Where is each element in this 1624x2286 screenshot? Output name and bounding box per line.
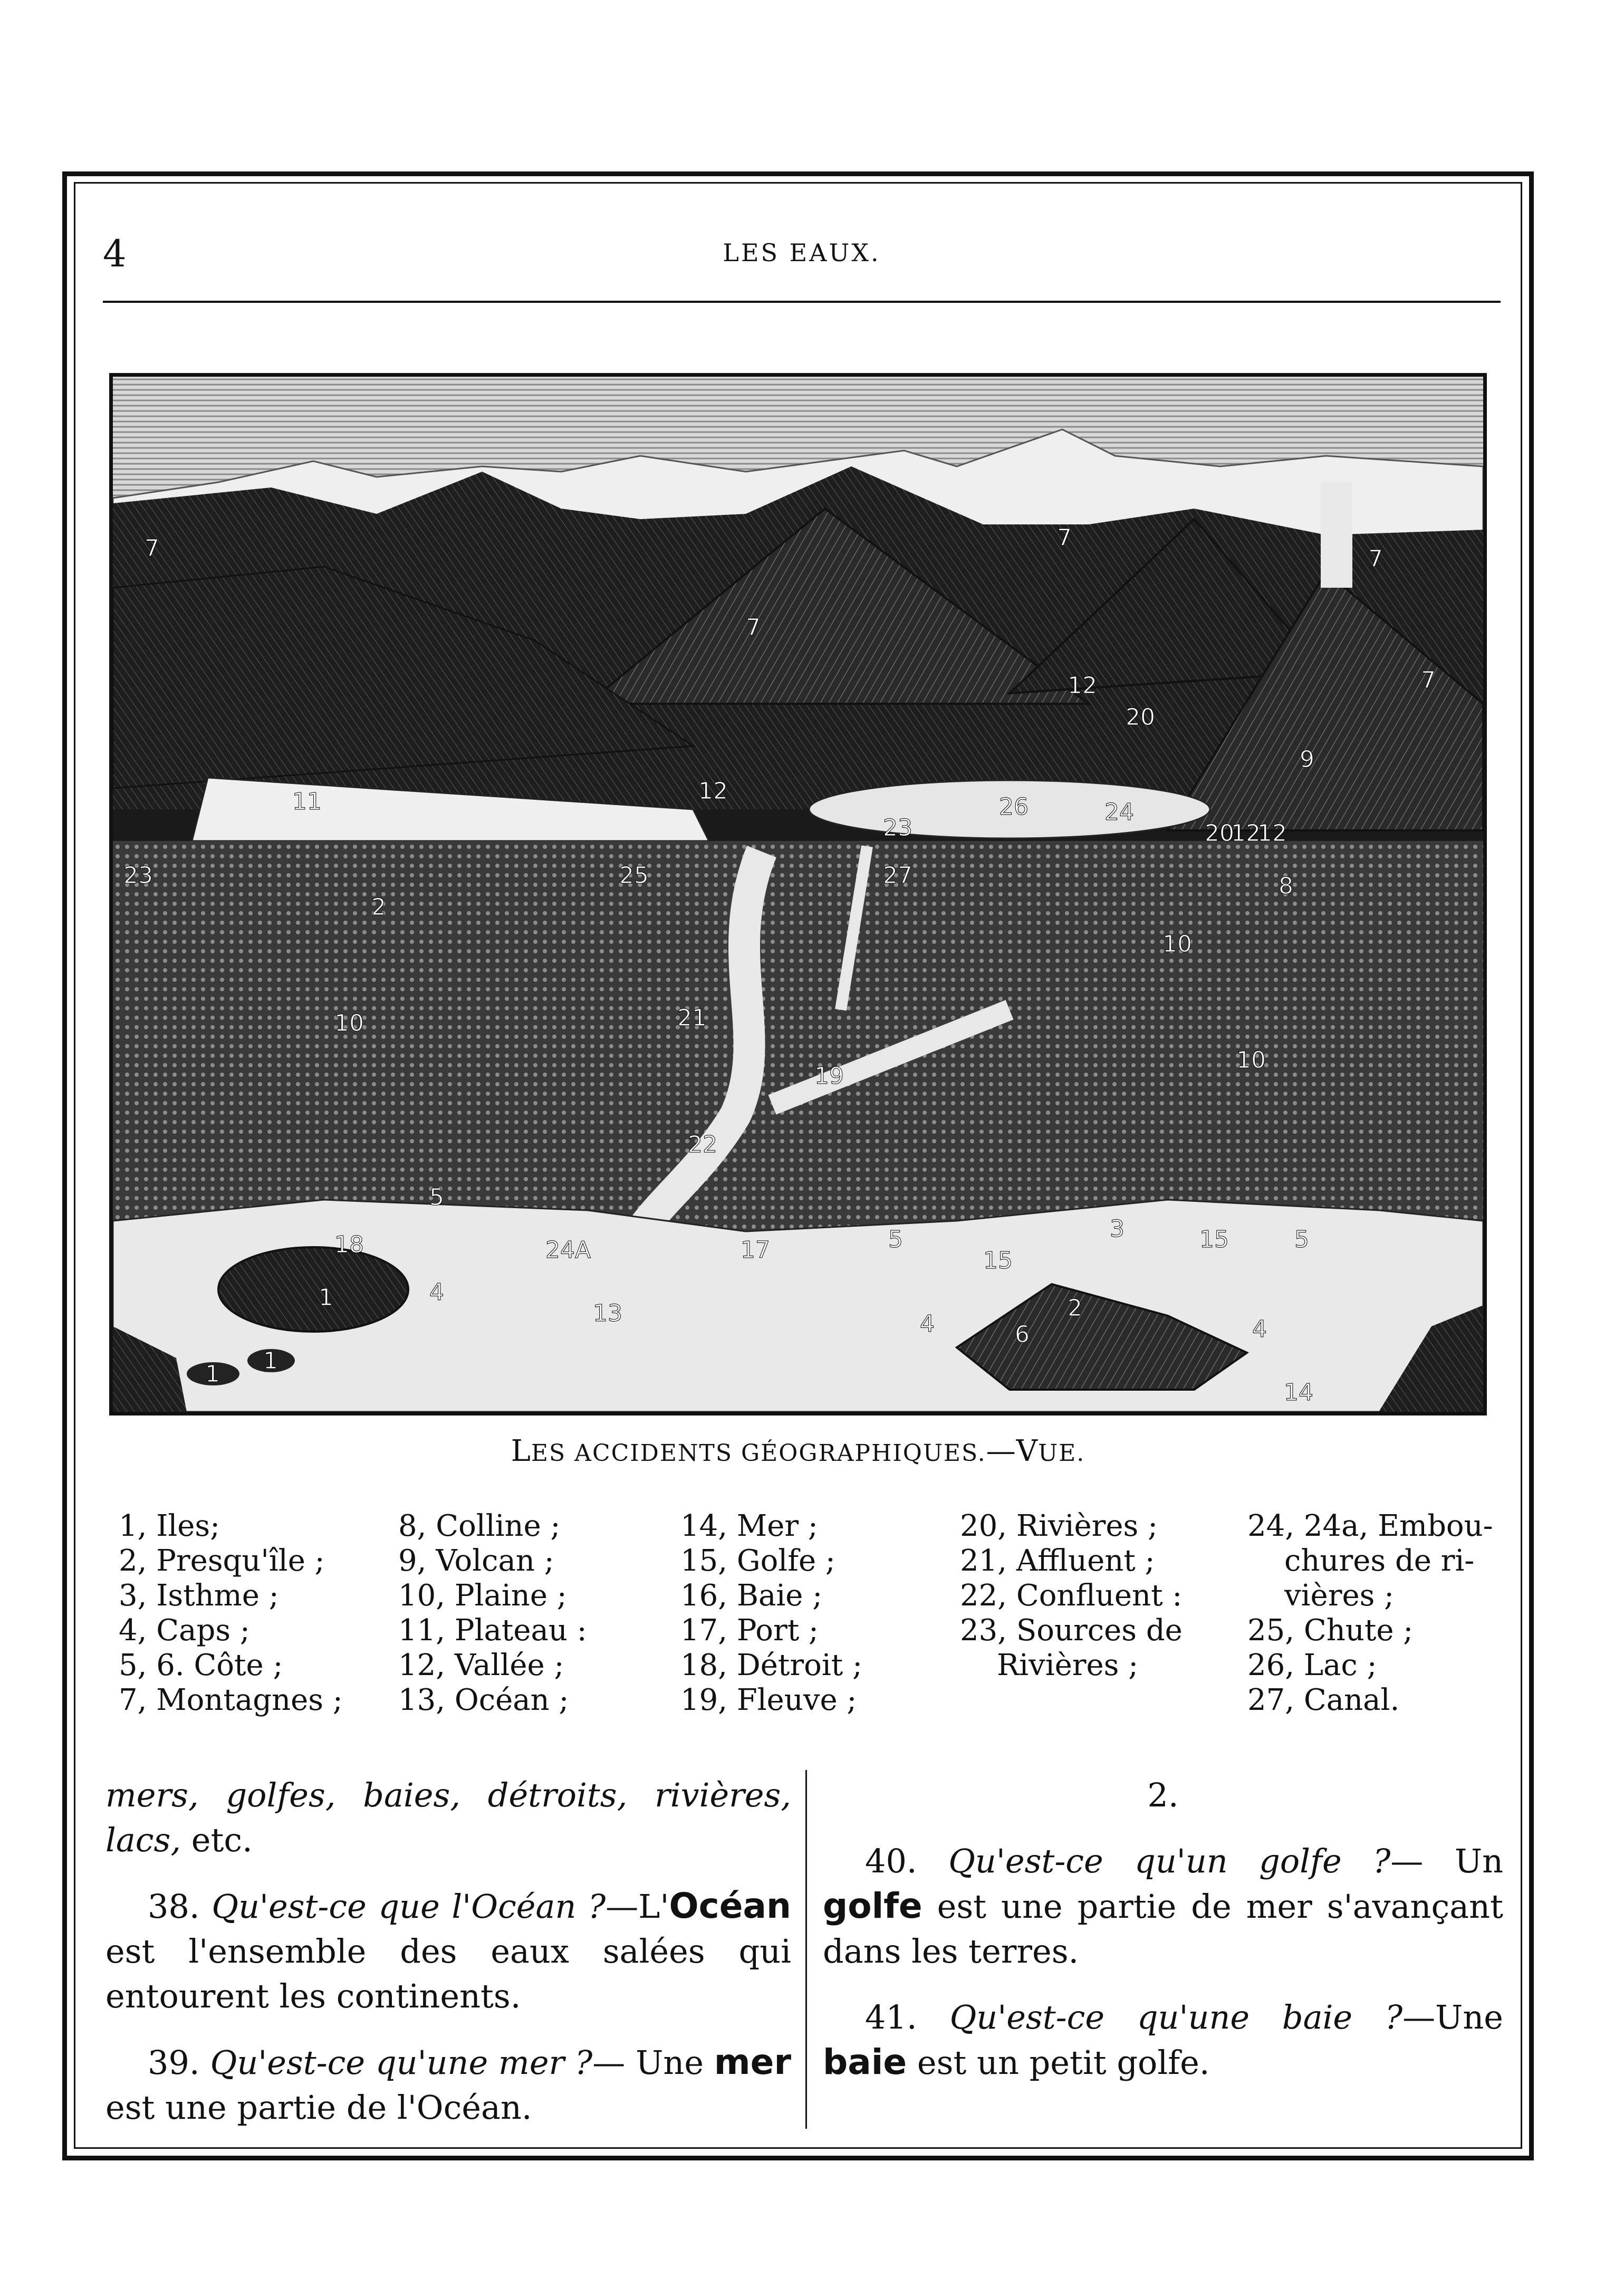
label-7-c: 7: [1057, 524, 1072, 551]
legend-item: chures de ri-: [1284, 1544, 1475, 1578]
answer-text: est une partie de mer s'avançant dans les terres.: [823, 1887, 1503, 1971]
legend-item: 10, Plaine ;: [398, 1579, 567, 1613]
label-23-b: 23: [123, 862, 153, 889]
label-1-c: 1: [263, 1347, 278, 1374]
label-21: 21: [677, 1005, 707, 1031]
label-10-a: 10: [1162, 931, 1192, 958]
label-9: 9: [1300, 746, 1314, 773]
label-27: 27: [883, 862, 912, 889]
legend-item: 22, Confluent :: [960, 1579, 1183, 1613]
label-3: 3: [1110, 1216, 1125, 1242]
running-title: LES EAUX.: [723, 238, 881, 267]
keyword: golfe: [823, 1886, 922, 1926]
label-10-c: 10: [1236, 1047, 1266, 1074]
label-18: 18: [334, 1231, 364, 1258]
legend-item: 15, Golfe ;: [680, 1544, 835, 1578]
label-7-a: 7: [145, 535, 159, 562]
label-7-e: 7: [1368, 546, 1383, 572]
label-26: 26: [999, 793, 1029, 820]
question-39: [105, 2040, 791, 2130]
legend-column-2: [398, 1509, 587, 1718]
question-text: Qu'est-ce qu'un golfe ?: [948, 1842, 1391, 1880]
label-4-a: 4: [429, 1279, 444, 1306]
label-8: 8: [1279, 873, 1293, 900]
legend-item: 1, Iles;: [119, 1509, 220, 1543]
caption-initial-1: L: [511, 1434, 531, 1468]
label-12-d: 12: [1231, 820, 1261, 847]
legend-item: 20, Rivières ;: [960, 1509, 1158, 1543]
engraving-svg: [113, 377, 1483, 1412]
label-25: 25: [619, 862, 649, 889]
answer-dash: —Une: [1402, 1998, 1503, 2036]
continuation-end: etc.: [181, 1821, 253, 1859]
label-20-b: 20: [1205, 820, 1234, 847]
legend-item: 11, Plateau :: [398, 1613, 587, 1648]
label-11: 11: [292, 788, 322, 815]
legend-column-4: [960, 1509, 1183, 1683]
label-12-c: 12: [1257, 820, 1287, 847]
label-12-a: 12: [698, 778, 728, 805]
label-14: 14: [1284, 1379, 1313, 1406]
volcano-smoke: [1321, 482, 1352, 588]
label-1-b: 1: [205, 1361, 220, 1388]
legend-item: 14, Mer ;: [680, 1509, 818, 1543]
legend-item: 21, Affluent ;: [960, 1544, 1155, 1578]
continuation-text: mers, golfes, baies, détroits, rivières, lacs,: [105, 1776, 791, 1859]
legend-item: 5, 6. Côte ;: [119, 1648, 283, 1682]
question-38: [105, 1883, 791, 2019]
legend-item: 4, Caps ;: [119, 1613, 250, 1648]
label-15-a: 15: [983, 1247, 1013, 1274]
legend-item: 17, Port ;: [680, 1613, 819, 1648]
keyword: mer: [714, 2042, 791, 2082]
label-20-a: 20: [1126, 704, 1155, 731]
legend-item: 26, Lac ;: [1247, 1648, 1377, 1682]
question-41: [823, 1995, 1503, 2085]
question-number: 38.: [148, 1887, 200, 1926]
label-23-a: 23: [883, 815, 912, 841]
label-7-b: 7: [746, 614, 761, 641]
geographic-features-engraving: [109, 373, 1487, 1415]
header-rule: [103, 301, 1501, 303]
legend-item: 16, Baie ;: [680, 1579, 823, 1613]
label-1-a: 1: [319, 1284, 333, 1311]
left-text-column: [105, 1773, 791, 2151]
label-24a: 24A: [545, 1237, 591, 1264]
answer-dash: — Un: [1390, 1842, 1504, 1880]
answer-text: est un petit golfe.: [907, 2043, 1210, 2082]
column-divider: [805, 1770, 807, 2129]
legend-item: 9, Volcan ;: [398, 1544, 554, 1578]
plains: [113, 841, 1483, 1237]
legend-item: 24, 24a, Embou-: [1247, 1509, 1493, 1543]
label-6: 6: [1015, 1321, 1030, 1348]
question-40: [823, 1839, 1503, 1974]
legend-column-1: [119, 1509, 343, 1718]
page-header: [103, 232, 1501, 280]
caption-vue-rest: UE.: [1038, 1440, 1085, 1467]
question-text: Qu'est-ce que l'Océan ?: [212, 1887, 606, 1926]
answer-text: est l'ensemble des eaux salées qui entourent les continents.: [105, 1932, 791, 2015]
legend-item: 18, Détroit ;: [680, 1648, 862, 1682]
label-10-b: 10: [334, 1010, 364, 1037]
label-2-a: 2: [371, 894, 386, 921]
caption-title-rest: ES ACCIDENTS GÉOGRAPHIQUES.: [531, 1440, 986, 1467]
legend-item: 23, Sources de: [960, 1613, 1183, 1648]
label-5-a: 5: [429, 1184, 444, 1211]
label-22: 22: [688, 1131, 717, 1158]
label-4-b: 4: [920, 1311, 935, 1337]
legend-item: Rivières ;: [997, 1648, 1139, 1682]
caption-initial-2: V: [1016, 1434, 1039, 1468]
legend-item: 13, Océan ;: [398, 1683, 569, 1717]
label-12-b: 12: [1068, 672, 1097, 699]
page-number: 4: [103, 232, 127, 275]
section-marker: 2.: [1147, 1776, 1179, 1814]
legend-item: 19, Fleuve ;: [680, 1683, 857, 1717]
legend-item: 8, Colline ;: [398, 1509, 561, 1543]
keyword: Océan: [669, 1886, 791, 1926]
question-number: 39.: [148, 2043, 200, 2082]
legend-column-5: [1247, 1509, 1493, 1718]
right-text-column: [823, 1773, 1503, 2106]
answer-dash: — Une: [592, 2043, 714, 2082]
legend-item: 27, Canal.: [1247, 1683, 1400, 1717]
label-5-c: 5: [1294, 1226, 1309, 1253]
label-2-b: 2: [1068, 1295, 1082, 1322]
legend-item: 2, Presqu'île ;: [119, 1544, 325, 1578]
label-24: 24: [1104, 799, 1134, 826]
figure-caption: [109, 1434, 1487, 1468]
label-13: 13: [593, 1300, 622, 1327]
legend-item: 25, Chute ;: [1247, 1613, 1414, 1648]
keyword: baie: [823, 2042, 907, 2082]
label-5-b: 5: [888, 1226, 903, 1253]
question-text: Qu'est-ce qu'une mer ?: [210, 2043, 593, 2082]
label-15-b: 15: [1199, 1226, 1229, 1253]
question-number: 41.: [865, 1998, 917, 2036]
legend-column-3: [680, 1509, 862, 1718]
legend-item: 3, Isthme ;: [119, 1579, 279, 1613]
question-text: Qu'est-ce qu'une baie ?: [949, 1998, 1403, 2036]
label-19: 19: [814, 1063, 844, 1089]
legend-item: 12, Vallée ;: [398, 1648, 564, 1682]
continuation-paragraph: [105, 1773, 791, 1862]
answer-text: est une partie de l'Océan.: [105, 2088, 532, 2127]
question-number: 40.: [865, 1842, 917, 1880]
island-large: [218, 1247, 408, 1332]
caption-dash: —: [986, 1434, 1016, 1468]
legend-item: 7, Montagnes ;: [119, 1683, 343, 1717]
answer-dash: —L': [606, 1887, 669, 1926]
label-17: 17: [741, 1237, 770, 1264]
label-7-d: 7: [1421, 667, 1436, 694]
label-4-c: 4: [1252, 1316, 1267, 1343]
legend-item: vières ;: [1284, 1579, 1395, 1613]
